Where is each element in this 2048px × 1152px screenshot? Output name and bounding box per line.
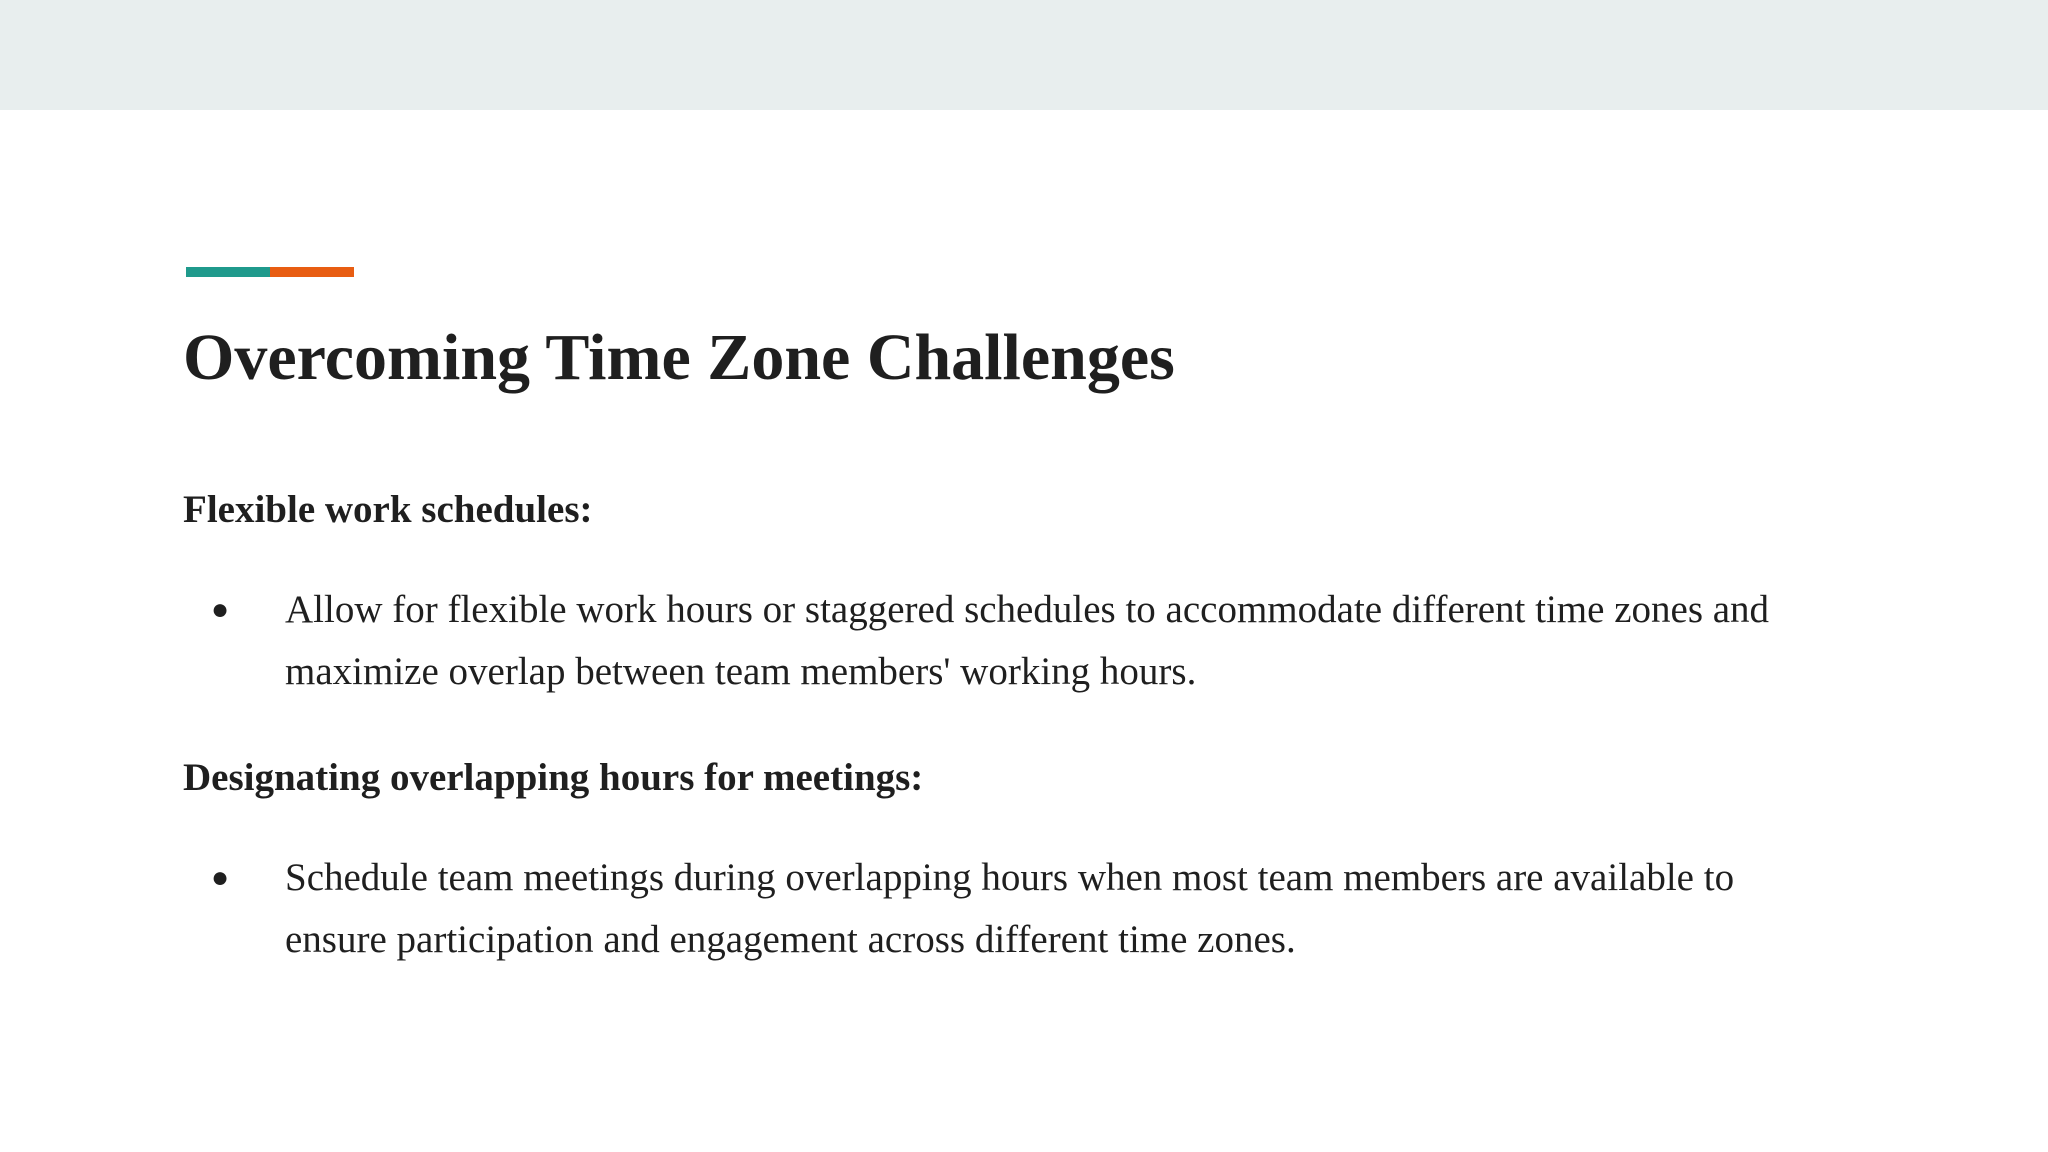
section-heading-flexible-schedules: Flexible work schedules:: [183, 488, 593, 531]
section-heading-overlapping-hours: Designating overlapping hours for meetings:: [183, 756, 924, 799]
bullet-dot-icon: ●: [211, 593, 230, 626]
bullet-list-overlapping-hours: [183, 847, 1833, 971]
top-band: [0, 0, 2048, 110]
slide-body: [183, 485, 1833, 971]
title-accent-bar: [186, 267, 354, 277]
bullet-text: Allow for flexible work hours or staggered schedules to accommodate different time zones and maximize overlap between team members' working hours.: [285, 588, 1770, 693]
bullet-item: [183, 579, 1833, 703]
bullet-dot-icon: ●: [211, 861, 230, 894]
bullet-list-flexible-schedules: [183, 579, 1833, 703]
bullet-item: [183, 847, 1833, 971]
slide-title: Overcoming Time Zone Challenges: [183, 321, 1175, 394]
accent-bar-orange-segment: [270, 267, 354, 277]
accent-bar-teal-segment: [186, 267, 270, 277]
bullet-text: Schedule team meetings during overlapping hours when most team members are available to ensure participation and engagement across different time zones.: [285, 856, 1735, 961]
